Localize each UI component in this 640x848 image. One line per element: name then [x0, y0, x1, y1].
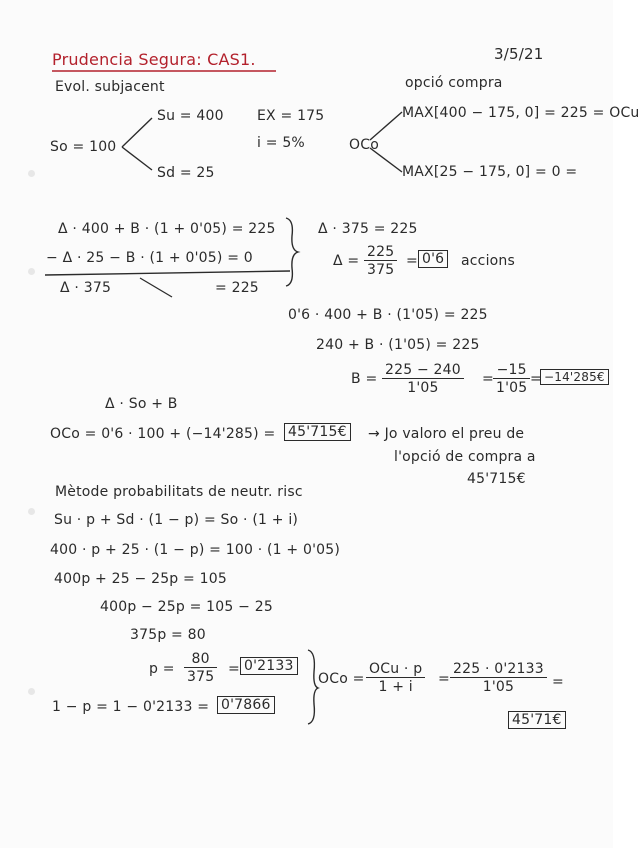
p-result-box: 0'2133	[240, 657, 298, 675]
valuation-comment-1: → Jo valoro el preu de	[368, 426, 525, 442]
b-denominator2: 1'05	[496, 380, 528, 396]
tree-su: Su = 400	[157, 108, 224, 124]
oc-rn-numerator2: 225 · 0'2133	[450, 662, 547, 678]
delta-fraction	[364, 245, 397, 277]
delta-lhs: Δ =	[333, 253, 360, 269]
b-fraction1	[382, 363, 464, 395]
b-line2: 240 + B · (1'05) = 225	[316, 337, 480, 353]
p-lhs: p =	[149, 661, 175, 677]
risk-neutral-heading: Mètode probabilitats de neutr. risc	[55, 484, 303, 500]
oc-rn-lhs: OCo =	[318, 671, 365, 687]
b-line1: 0'6 · 400 + B · (1'05) = 225	[288, 307, 488, 323]
option-branch-up	[370, 112, 402, 140]
option-up-payoff: MAX[400 − 175, 0] = 225 = OCu	[402, 105, 640, 121]
tree-exercise-price: EX = 175	[257, 108, 325, 124]
cancel-stroke	[140, 278, 172, 297]
b-denominator1: 1'05	[407, 380, 439, 396]
sum-line	[45, 271, 290, 275]
delta-equals: =	[406, 253, 418, 269]
valuation-result-box: 45'715€	[284, 423, 351, 441]
p-numerator: 80	[184, 652, 217, 668]
oc-rn-equals1: =	[438, 671, 450, 687]
q-line: 1 − p = 1 − 0'2133 =	[52, 699, 210, 715]
risk-neutral-line5: 375p = 80	[130, 627, 206, 643]
option-down-payoff: MAX[25 − 175, 0] = 0 =	[402, 164, 578, 180]
delta-unit: accions	[461, 253, 515, 269]
b-numerator2: −15	[493, 363, 530, 379]
p-equals: =	[228, 661, 240, 677]
delta-numerator: 225	[364, 245, 397, 261]
b-result-box: −14'285€	[540, 369, 609, 385]
b-fraction2	[493, 363, 530, 395]
system-brace	[286, 218, 298, 286]
option-oc-label: OCo	[349, 137, 379, 153]
system-sum-left: Δ · 375	[60, 280, 112, 296]
tree-rate: i = 5%	[257, 135, 305, 151]
probability-brace	[308, 650, 318, 724]
option-heading: opció compra	[405, 75, 503, 91]
risk-neutral-line2: 400 · p + 25 · (1 − p) = 100 · (1 + 0'05)	[50, 542, 341, 558]
delta-denominator: 375	[367, 262, 395, 278]
oc-rn-numerator1: OCu · p	[366, 662, 425, 678]
tree-sd: Sd = 25	[157, 165, 215, 181]
valuation-oc-line: OCo = 0'6 · 100 + (−14'285) =	[50, 426, 276, 442]
risk-neutral-line1: Su · p + Sd · (1 − p) = So · (1 + i)	[54, 512, 299, 528]
oc-rn-result-box: 45'71€	[508, 711, 566, 729]
risk-neutral-line4: 400p − 25p = 105 − 25	[100, 599, 273, 615]
delta-eq1: Δ · 375 = 225	[318, 221, 418, 237]
q-result-box: 0'7866	[217, 696, 275, 714]
oc-rn-denominator2: 1'05	[482, 679, 515, 695]
b-equals2: =	[530, 371, 542, 387]
delta-result-box: 0'6	[418, 250, 448, 268]
tree-branch-down	[122, 147, 152, 170]
oc-rn-fraction2	[450, 662, 547, 694]
oc-rn-fraction1	[366, 662, 425, 694]
p-fraction	[184, 652, 217, 684]
p-denominator: 375	[187, 669, 215, 685]
valuation-formula: Δ · So + B	[105, 396, 178, 412]
risk-neutral-line3: 400p + 25 − 25p = 105	[54, 571, 227, 587]
b-lhs: B =	[351, 371, 378, 387]
page-title: Prudencia Segura: CAS1.	[52, 50, 256, 69]
b-numerator1: 225 − 240	[382, 363, 464, 379]
tree-so: So = 100	[50, 139, 117, 155]
system-eq1: Δ · 400 + B · (1 + 0'05) = 225	[58, 221, 276, 237]
valuation-comment-3: 45'715€	[467, 471, 526, 487]
oc-rn-denominator1: 1 + i	[378, 679, 413, 695]
tree-branch-up	[122, 118, 152, 147]
valuation-comment-2: l'opció de compra a	[394, 449, 536, 465]
tree-subtitle: Evol. subjacent	[55, 79, 165, 95]
system-eq2: − Δ · 25 − B · (1 + 0'05) = 0	[46, 250, 253, 266]
b-equals1: =	[482, 371, 494, 387]
oc-rn-equals2: =	[552, 674, 564, 690]
system-sum-right: = 225	[215, 280, 259, 296]
date: 3/5/21	[494, 45, 544, 63]
